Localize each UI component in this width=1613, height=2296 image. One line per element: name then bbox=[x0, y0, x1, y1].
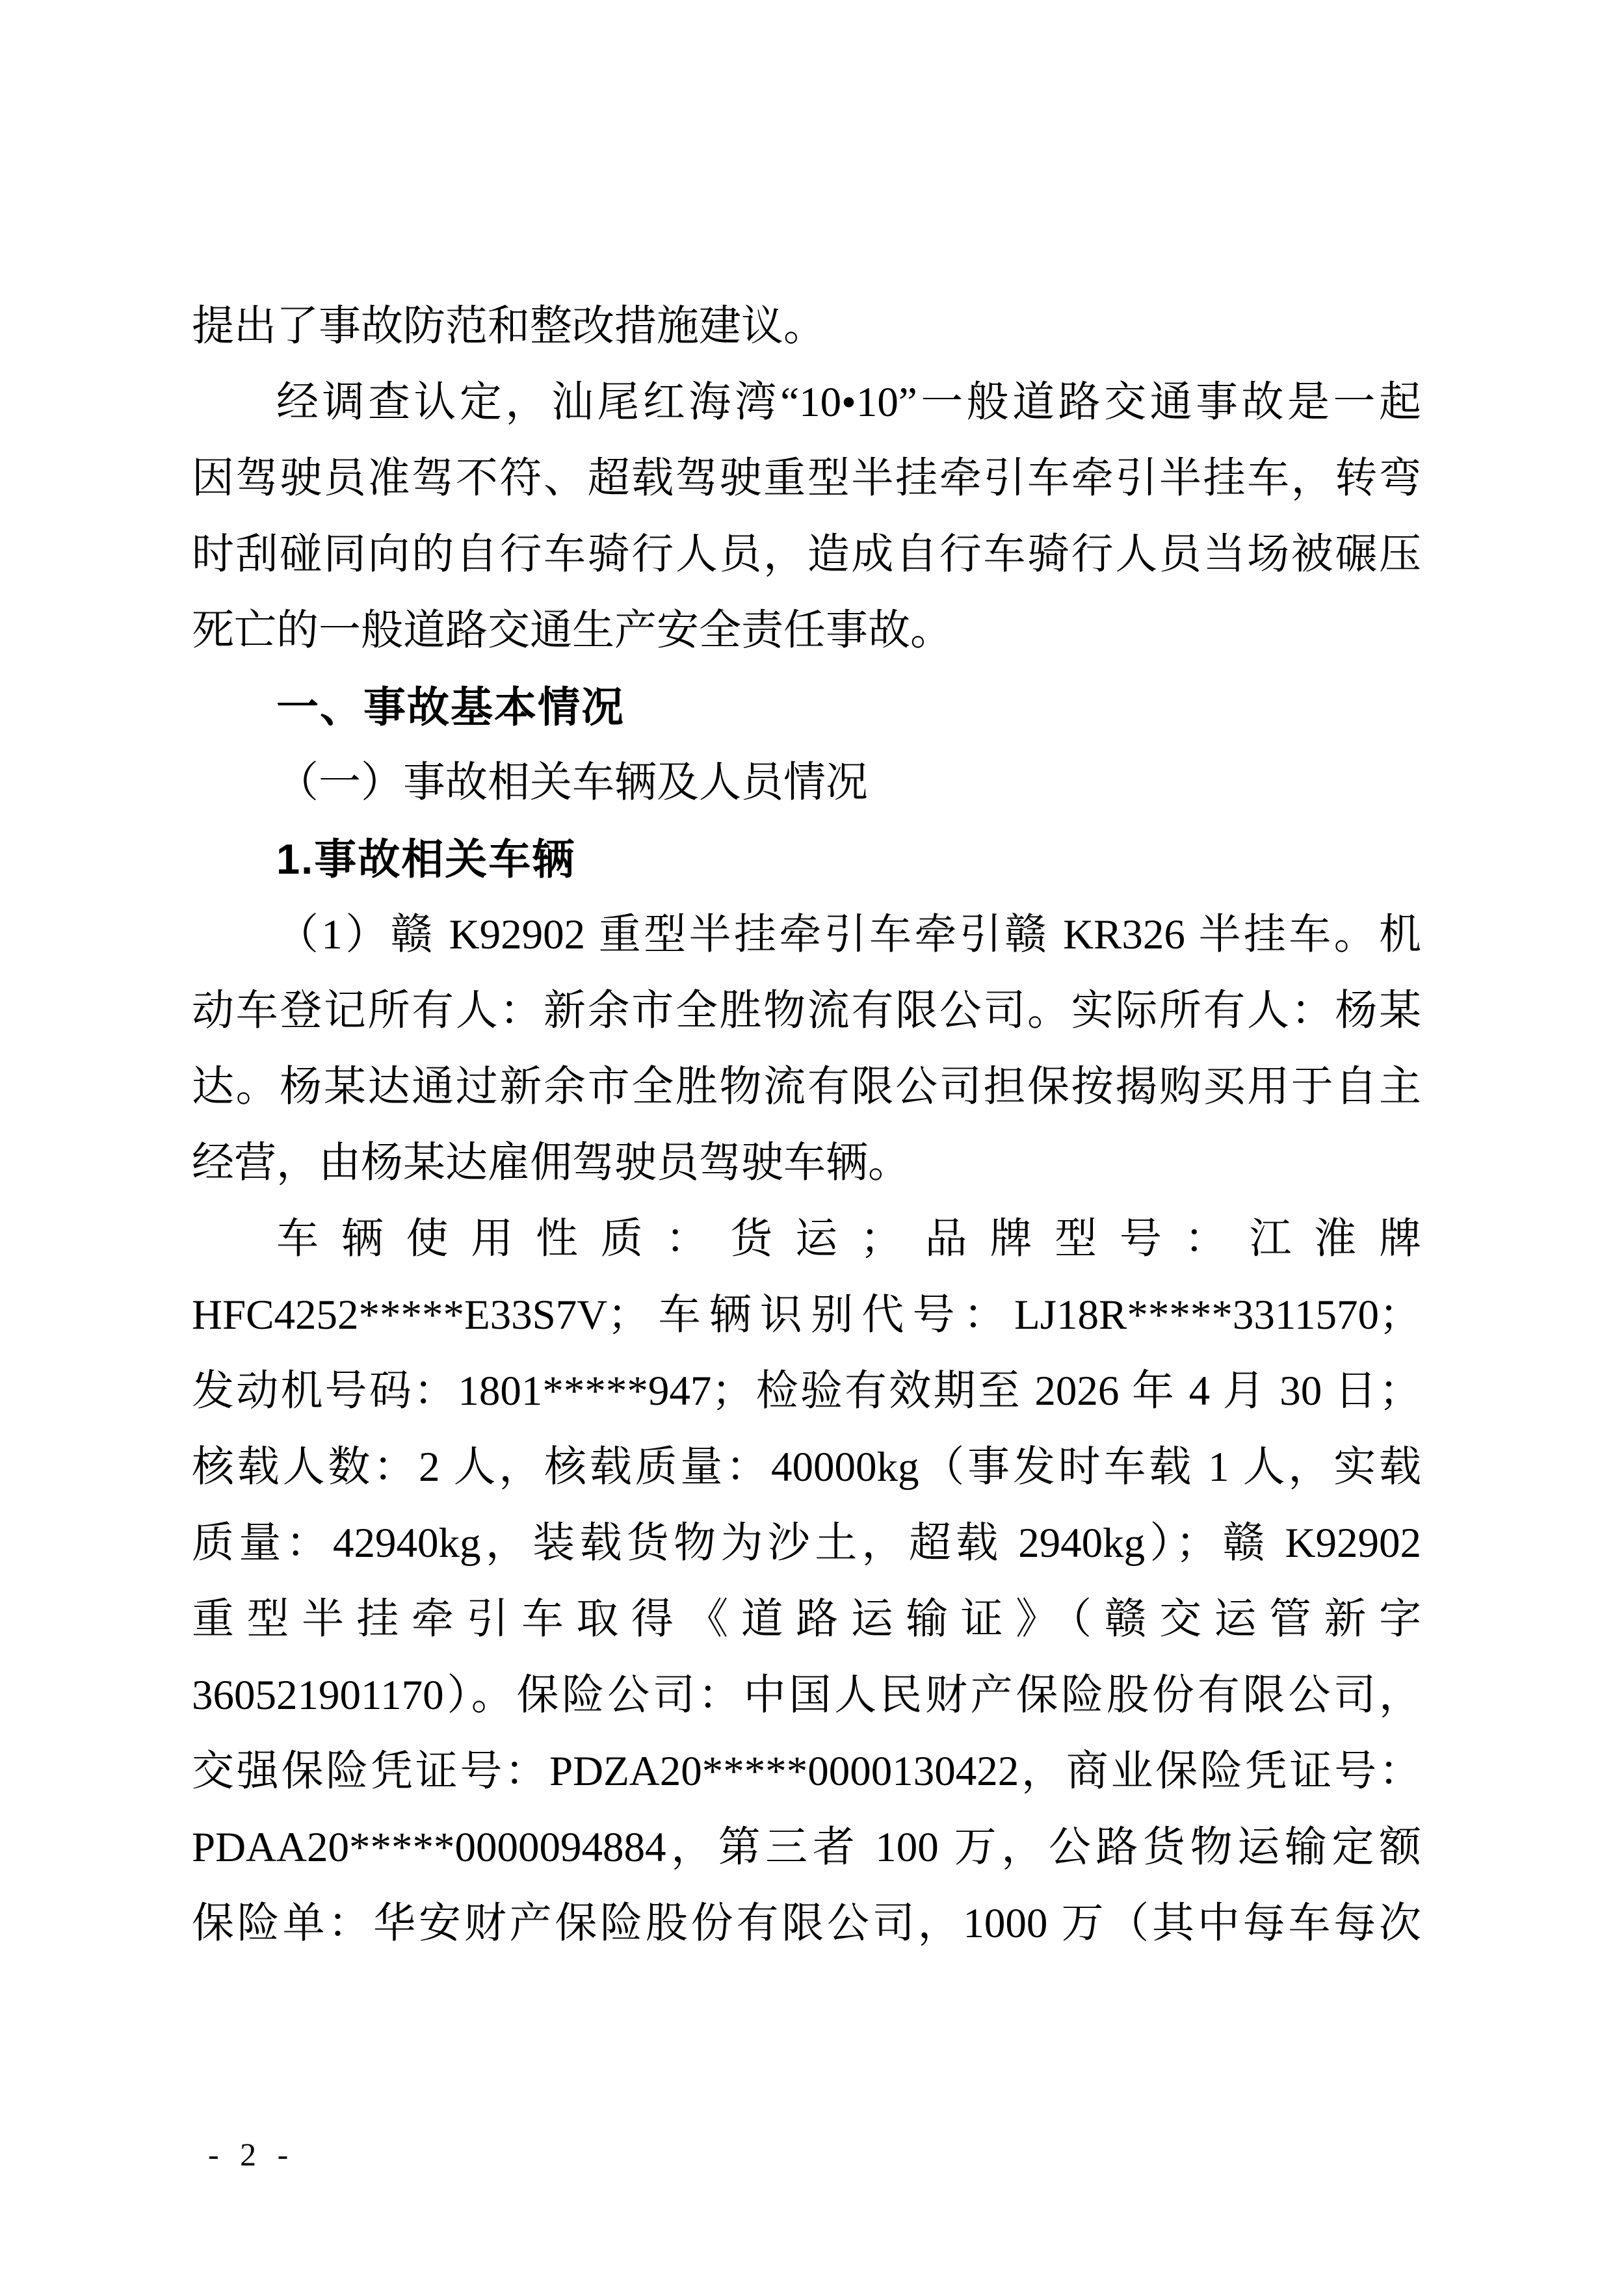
subsection-heading: （一）事故相关车辆及人员情况 bbox=[276, 759, 869, 806]
body-line: 质量：42940kg，装载货物为沙土，超载 2940kg）；赣 K92902 bbox=[192, 1520, 1421, 1567]
body-line: 核载人数：2 人，核载质量：40000kg（事发时车载 1 人，实载 bbox=[192, 1444, 1421, 1491]
body-line: 动车登记所有人：新余市全胜物流有限公司。实际所有人：杨某 bbox=[192, 987, 1421, 1034]
body-line: 经调查认定，汕尾红海湾“10•10”一般道路交通事故是一起 bbox=[276, 379, 1421, 426]
body-line: 达。杨某达通过新余市全胜物流有限公司担保按揭购买用于自主 bbox=[192, 1063, 1421, 1110]
body-line: 死亡的一般道路交通生产安全责任事故。 bbox=[192, 607, 953, 654]
page-number: - 2 - bbox=[208, 2136, 295, 2172]
body-line: 经营，由杨某达雇佣驾驶员驾驶车辆。 bbox=[192, 1140, 911, 1186]
body-line: 时刮碰同向的自行车骑行人员，造成自行车骑行人员当场被碾压 bbox=[192, 531, 1421, 578]
body-line: HFC4252*****E33S7V；车辆识别代号：LJ18R*****3311570； bbox=[192, 1292, 1421, 1338]
item-heading: 1.事故相关车辆 bbox=[276, 835, 576, 883]
body-line: 交强保险凭证号：PDZA20*****0000130422，商业保险凭证号： bbox=[192, 1748, 1421, 1795]
body-line: PDAA20*****0000094884，第三者 100 万，公路货物运输定额 bbox=[192, 1824, 1421, 1871]
section-heading: 一、事故基本情况 bbox=[276, 683, 625, 731]
body-line: 360521901170）。保险公司：中国人民财产保险股份有限公司， bbox=[192, 1672, 1421, 1719]
body-line: 保险单：华安财产保险股份有限公司，1000 万（其中每车每次 bbox=[192, 1900, 1421, 1947]
body-line: 因驾驶员准驾不符、超载驾驶重型半挂牵引车牵引半挂车，转弯 bbox=[192, 455, 1421, 502]
body-line: 发动机号码：1801*****947；检验有效期至 2026 年 4 月 30 日； bbox=[192, 1368, 1421, 1415]
report-body bbox=[192, 289, 1421, 1962]
body-line: 车辆使用性质：货运；品牌型号：江淮牌 bbox=[276, 1216, 1421, 1262]
body-line: 提出了事故防范和整改措施建议。 bbox=[192, 303, 826, 350]
body-line: （1）赣 K92902 重型半挂牵引车牵引赣 KR326 半挂车。机 bbox=[276, 911, 1421, 958]
body-line: 重型半挂牵引车取得《道路运输证》（赣交运管新字 bbox=[192, 1596, 1421, 1643]
